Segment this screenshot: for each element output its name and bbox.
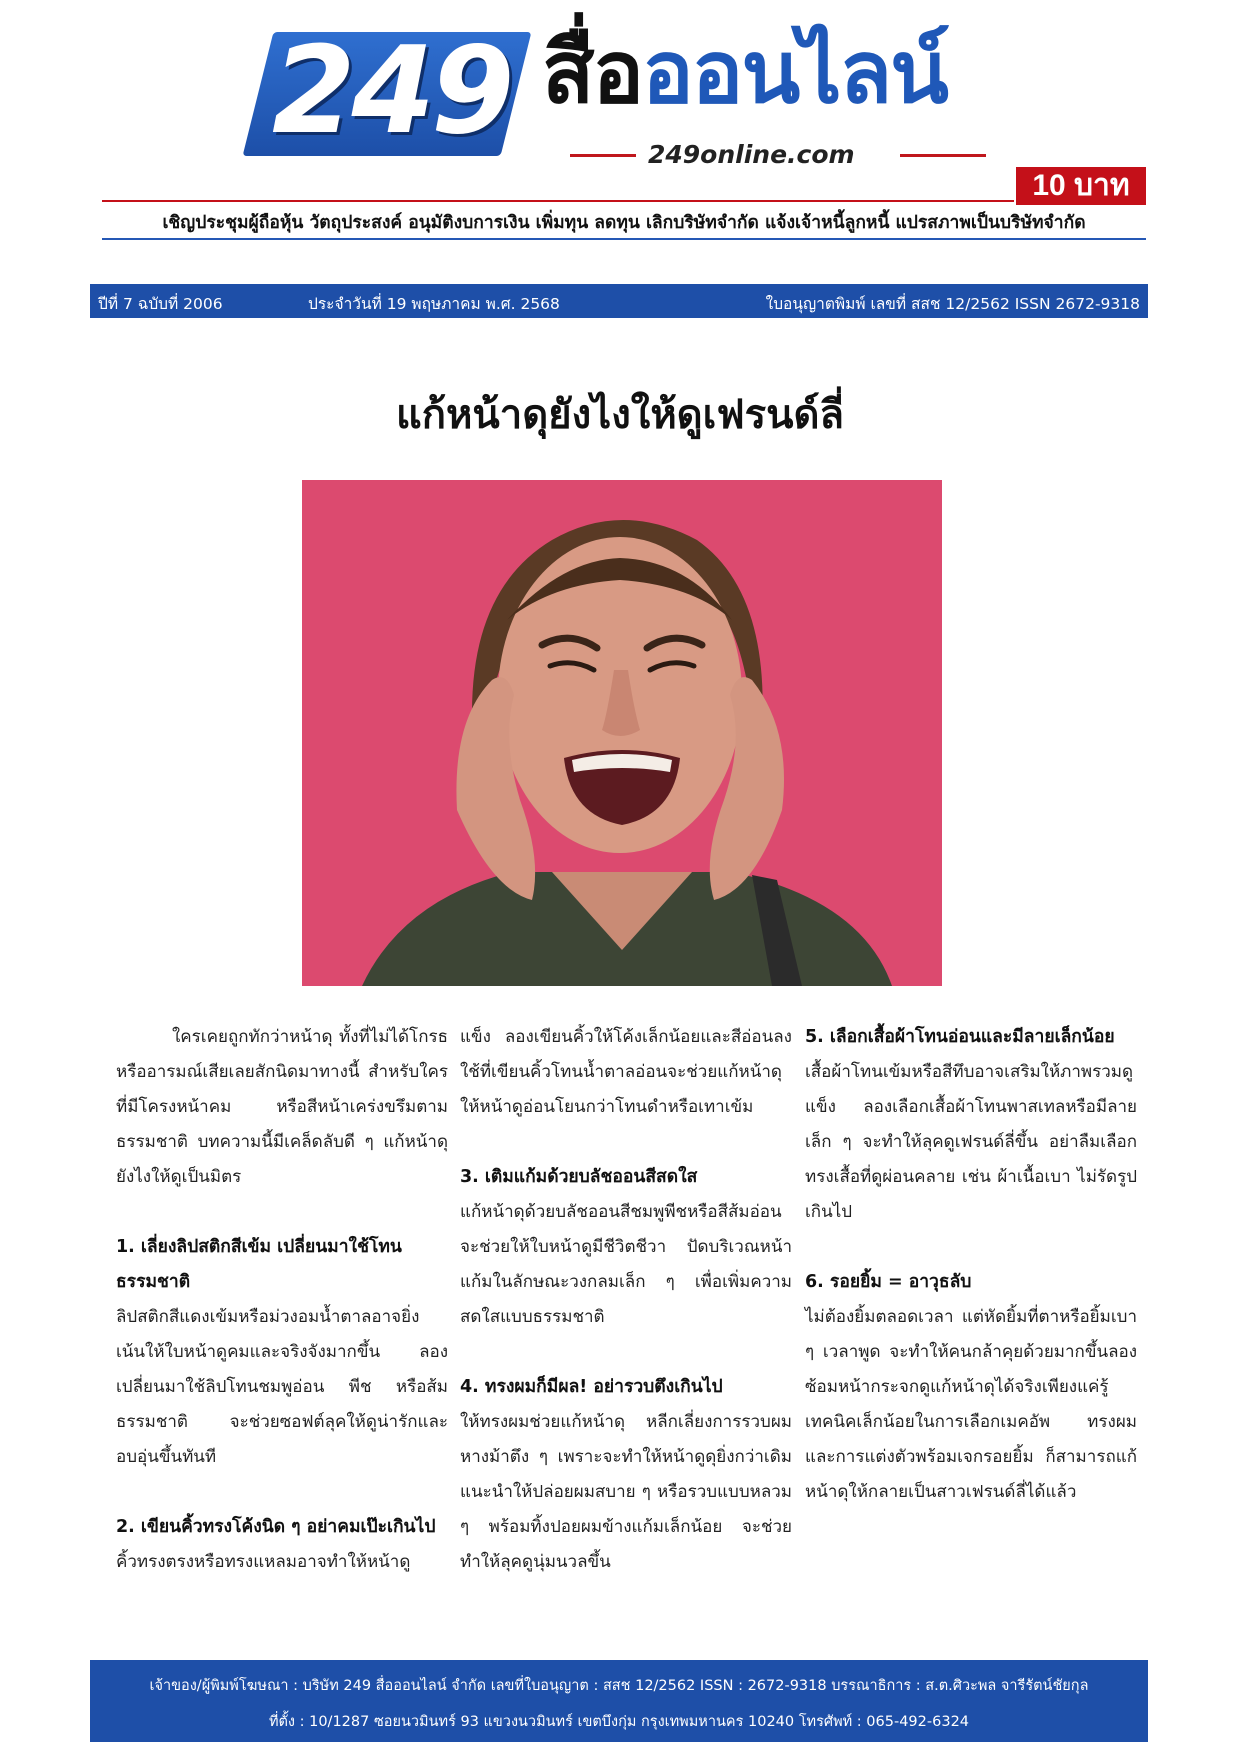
logo-url: 249online.com [648, 140, 855, 169]
divider-red [102, 200, 1014, 202]
print-license: ใบอนุญาตพิมพ์ เลขที่ สสช 12/2562 ISSN 2672-9318 [765, 295, 1140, 313]
publisher-footer [90, 1660, 1148, 1742]
section-1-heading: 1. เลี่ยงลิปสติกสีเข้ม เปลี่ยนมาใช้โทนธรรมชาติ [116, 1237, 402, 1292]
article-column-2 [460, 1020, 792, 1580]
section-2-body-start: คิ้วทรงตรงหรือทรงแหลมอาจทำให้หน้าดู [116, 1552, 411, 1572]
footer-address-line: ที่ตั้ง : 10/1287 ซอยนวมินทร์ 93 แขวงนวมินทร์ เขตบึงกุ่ม กรุงเทพมหานคร 10240 โทรศัพท์ : 065-492-6324 [268, 1714, 970, 1730]
section-3-heading: 3. เติมแก้มด้วยบลัชออนสีสดใส [460, 1167, 698, 1187]
article-headline: แก้หน้าดุยังไงให้ดูเฟรนด์ลี่ [396, 392, 844, 438]
divider-blue [102, 238, 1146, 240]
section-2-body-continued: แข็ง ลองเขียนคิ้วให้โค้งเล็กน้อยและสีอ่อนลงใช้ที่เขียนคิ้วโทนน้ำตาลอ่อนจะช่วยแก้หน้าดุ ให้หน้าดูอ่อนโยนกว่าโทนดำหรือเทาเข้ม [460, 1027, 792, 1117]
section-4-heading: 4. ทรงผมก็มีผล! อย่ารวบตึงเกินไป [460, 1377, 723, 1397]
section-5-body: เสื้อผ้าโทนเข้มหรือสีทึบอาจเสริมให้ภาพรวมดูแข็ง ลองเลือกเสื้อผ้าโทนพาสเทลหรือมีลายเล็ก ๆ จะทำให้ลุคดูเฟรนด์ลี่ขึ้น อย่าลืมเลือกทรงเสื้อที่ดูผ่อนคลาย เช่น ผ้าเนื้อเบา ไม่รัดรูปเกินไป [805, 1062, 1137, 1222]
article-intro: ใครเคยถูกทักว่าหน้าดุ ทั้งที่ไม่ได้โกรธหรืออารมณ์เสียเลยสักนิดมาทางนี้ สำหรับใครที่มีโครงหน้าคม หรือสีหน้าเคร่งขรึมตามธรรมชาติ บทความนี้มีเคล็ดลับดี ๆ แก้หน้าดุยังไงให้ดูเป็นมิตร [116, 1027, 448, 1187]
section-6-heading: 6. รอยยิ้ม = อาวุธลับ [805, 1272, 972, 1292]
issue-date: ประจำวันที่ 19 พฤษภาคม พ.ศ. 2568 [308, 295, 560, 313]
section-3-body: แก้หน้าดุด้วยบลัชออนสีชมพูพีชหรือสีส้มอ่อนจะช่วยให้ใบหน้าดูมีชีวิตชีวา ปัดบริเวณหน้าแก้มในลักษณะวงกลมเล็ก ๆ เพื่อเพิ่มความสดใสแบบธรรมชาติ [460, 1202, 792, 1327]
logo-rule-right [900, 154, 986, 157]
section-5-heading: 5. เลือกเสื้อผ้าโทนอ่อนและมีลายเล็กน้อย [805, 1027, 1115, 1047]
masthead-logo [250, 22, 990, 176]
logo-wordmark-first: สื่อ [542, 23, 643, 123]
price-badge: 10 บาท [1016, 167, 1146, 205]
logo-wordmark-rest: ออนไลน์ [642, 23, 947, 123]
logo-wordmark [542, 23, 947, 123]
issue-number: ปีที่ 7 ฉบับที่ 2006 [98, 295, 223, 313]
logo-number: 249 [272, 22, 511, 161]
tagline: เชิญประชุมผู้ถือหุ้น วัตถุประสงค์ อนุมัติงบการเงิน เพิ่มทุน ลดทุน เลิกบริษัทจำกัด แจ้งเจ้าหนี้ลูกหนี้ แปรสภาพเป็นบริษัทจำกัด [162, 213, 1086, 233]
article-photo [302, 480, 942, 986]
footer-publisher-line: เจ้าของ/ผู้พิมพ์โฆษณา : บริษัท 249 สื่อออนไลน์ จำกัด เลขที่ใบอนุญาต : สสช 12/2562 ISSN : 2672-9318 บรรณาธิการ : ส.ต.ศิวะพล จารีรัตน์ชัยกุล [149, 1678, 1089, 1694]
article-column-1 [116, 1020, 448, 1580]
section-4-body: ให้ทรงผมช่วยแก้หน้าดุ หลีกเลี่ยงการรวบผมหางม้าตึง ๆ เพราะจะทำให้หน้าดูดุยิ่งกว่าเดิม แนะนำให้ปล่อยผมสบาย ๆ หรือรวบแบบหลวม ๆ พร้อมทิ้งปอยผมข้างแก้มเล็กน้อย จะช่วยทำให้ลุคดูนุ่มนวลขึ้น [460, 1412, 792, 1572]
article-column-3 [805, 1020, 1137, 1510]
woman-grimacing-illustration [302, 480, 942, 986]
issue-info-bar [90, 284, 1148, 318]
section-1-body: ลิปสติกสีแดงเข้มหรือม่วงอมน้ำตาลอาจยิ่งเน้นให้ใบหน้าดูคมและจริงจังมากขึ้น ลองเปลี่ยนมาใช้ลิปโทนชมพูอ่อน พีช หรือส้มธรรมชาติ จะช่วยซอฟต์ลุคให้ดูน่ารักและอบอุ่นขึ้นทันที [116, 1307, 448, 1467]
section-2-heading: 2. เขียนคิ้วทรงโค้งนิด ๆ อย่าคมเป๊ะเกินไป [116, 1517, 436, 1537]
section-6-body: ไม่ต้องยิ้มตลอดเวลา แต่หัดยิ้มที่ตาหรือยิ้มเบา ๆ เวลาพูด จะทำให้คนกล้าคุยด้วยมากขึ้นลองซ้อมหน้ากระจกดูแก้หน้าดุได้จริงเพียงแค่รู้เทคนิคเล็กน้อยในการเลือกเมคอัพ ทรงผม และการแต่งตัวพร้อมเจกรอยยิ้ม ก็สามารถแก้หน้าดุให้กลายเป็นสาวเฟรนด์ลี่ได้แล้ว [805, 1307, 1137, 1502]
logo-rule-left [570, 154, 636, 157]
